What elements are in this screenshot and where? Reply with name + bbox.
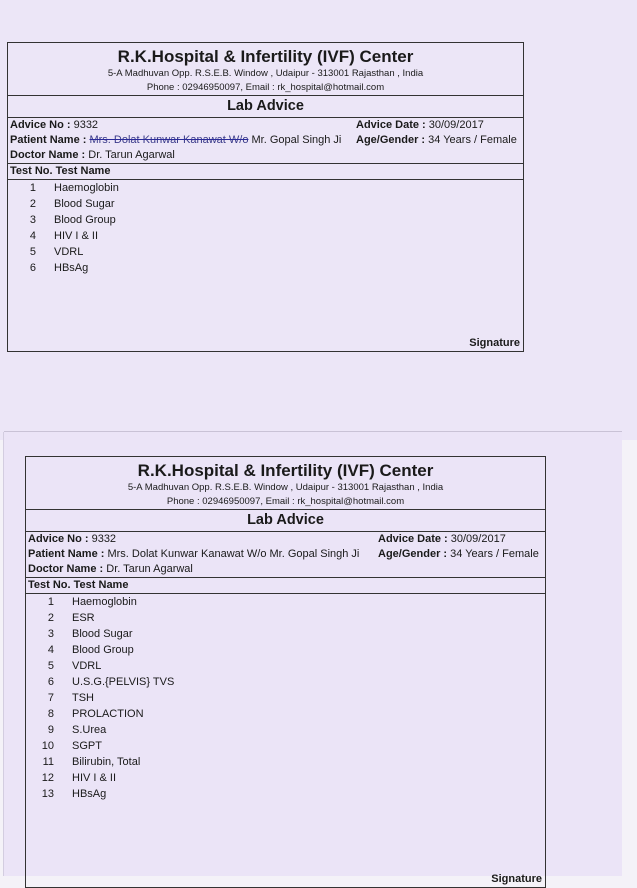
test-name: HBsAg — [54, 262, 89, 274]
age-gender-group — [378, 547, 539, 562]
lab-advice-slip-2 — [4, 432, 622, 885]
patient-row — [8, 133, 523, 148]
list-item — [8, 180, 523, 196]
test-no: 7 — [47, 692, 54, 704]
col-test-name: Test Name — [55, 165, 111, 177]
test-name: Haemoglobin — [72, 596, 137, 608]
signature-label: Signature — [491, 873, 542, 885]
test-no: 8 — [47, 708, 54, 720]
test-no: 6 — [29, 262, 36, 274]
test-no: 3 — [47, 628, 54, 640]
letterhead — [26, 457, 545, 510]
patient-label: Patient Name : — [10, 134, 87, 146]
list-item — [8, 212, 523, 228]
test-name: ESR — [72, 612, 95, 624]
patient-name: Mr. Gopal Singh Ji — [251, 134, 342, 146]
test-no: 13 — [41, 788, 54, 800]
advice-no: 9332 — [91, 533, 117, 545]
list-item — [8, 260, 523, 276]
advice-date-label: Advice Date : — [356, 119, 426, 131]
age-gender-label: Age/Gender : — [356, 134, 426, 146]
col-test-no: Test No. — [10, 165, 53, 177]
doctor-row — [26, 562, 545, 577]
list-item — [26, 690, 545, 706]
advice-date: 30/09/2017 — [450, 533, 506, 545]
list-item — [26, 658, 545, 674]
doctor-label: Doctor Name : — [28, 563, 104, 575]
hospital-name: R.K.Hospital & Infertility (IVF) Center — [137, 461, 434, 480]
list-item — [26, 674, 545, 690]
list-item — [26, 706, 545, 722]
test-list — [8, 180, 523, 276]
test-name: HIV I & II — [54, 230, 99, 242]
age-gender: 34 Years / Female — [450, 548, 539, 560]
slip-frame — [7, 42, 524, 352]
test-no: 9 — [47, 724, 54, 736]
slip-frame — [25, 456, 546, 888]
test-name: Blood Group — [54, 214, 116, 226]
advice-date-group — [356, 118, 484, 133]
patient-name-struck: Mrs. Dolat Kunwar Kanawat W/o — [89, 134, 249, 146]
advice-no-label: Advice No : — [10, 119, 71, 131]
age-gender: 34 Years / Female — [428, 134, 517, 146]
patient-row — [26, 547, 545, 562]
document-title: Lab Advice — [8, 96, 523, 118]
test-name: S.Urea — [72, 724, 107, 736]
test-name: Blood Sugar — [54, 198, 115, 210]
test-name: U.S.G.{PELVIS} TVS — [72, 676, 175, 688]
advice-date-group — [378, 532, 506, 547]
list-item — [26, 770, 545, 786]
advice-date: 30/09/2017 — [428, 119, 484, 131]
list-item — [8, 244, 523, 260]
age-gender-label: Age/Gender : — [378, 548, 448, 560]
test-name: HBsAg — [72, 788, 107, 800]
list-item — [26, 626, 545, 642]
list-item — [26, 722, 545, 738]
advice-row — [26, 532, 545, 547]
document-title: Lab Advice — [26, 510, 545, 532]
advice-no-label: Advice No : — [28, 533, 89, 545]
doctor-name: Dr. Tarun Agarwal — [106, 563, 193, 575]
test-name: PROLACTION — [72, 708, 144, 720]
age-gender-group — [356, 133, 517, 148]
test-no: 4 — [47, 644, 54, 656]
test-name: SGPT — [72, 740, 102, 752]
test-no: 4 — [29, 230, 36, 242]
doctor-label: Doctor Name : — [10, 149, 86, 161]
test-no: 10 — [41, 740, 54, 752]
doctor-row — [8, 148, 523, 163]
patient-name: Mrs. Dolat Kunwar Kanawat W/o Mr. Gopal Singh Ji — [107, 548, 360, 560]
test-no: 3 — [29, 214, 36, 226]
col-test-name: Test Name — [73, 579, 129, 591]
test-no: 2 — [47, 612, 54, 624]
test-no: 6 — [47, 676, 54, 688]
test-name: Bilirubin, Total — [72, 756, 141, 768]
tests-header — [26, 577, 545, 594]
list-item — [26, 594, 545, 610]
test-name: Blood Sugar — [72, 628, 133, 640]
letterhead — [8, 43, 523, 96]
signature-label: Signature — [469, 337, 520, 349]
patient-label: Patient Name : — [28, 548, 105, 560]
test-no: 1 — [29, 182, 36, 194]
test-no: 11 — [42, 756, 54, 768]
test-no: 5 — [47, 660, 54, 672]
col-test-no: Test No. — [28, 579, 71, 591]
lab-advice-slip-1 — [0, 0, 637, 440]
test-name: HIV I & II — [72, 772, 117, 784]
tests-header — [8, 163, 523, 180]
hospital-address: 5-A Madhuvan Opp. R.S.E.B. Window , Udaipur - 313001 Rajasthan , India — [107, 68, 424, 79]
test-no: 12 — [41, 772, 54, 784]
test-list — [26, 594, 545, 802]
test-name: VDRL — [72, 660, 102, 672]
test-no: 1 — [47, 596, 54, 608]
list-item — [26, 786, 545, 802]
doctor-name: Dr. Tarun Agarwal — [88, 149, 175, 161]
test-no: 2 — [29, 198, 36, 210]
hospital-name: R.K.Hospital & Infertility (IVF) Center — [117, 47, 414, 66]
hospital-contact: Phone : 02946950097, Email : rk_hospital@hotmail.com — [146, 82, 385, 93]
list-item — [26, 610, 545, 626]
list-item — [26, 642, 545, 658]
advice-row — [8, 118, 523, 133]
list-item — [8, 228, 523, 244]
list-item — [26, 738, 545, 754]
test-no: 5 — [29, 246, 36, 258]
advice-date-label: Advice Date : — [378, 533, 448, 545]
test-name: VDRL — [54, 246, 84, 258]
advice-no: 9332 — [73, 119, 99, 131]
test-name: TSH — [72, 692, 94, 704]
list-item — [8, 196, 523, 212]
hospital-address: 5-A Madhuvan Opp. R.S.E.B. Window , Udaipur - 313001 Rajasthan , India — [127, 482, 444, 493]
test-name: Blood Group — [72, 644, 134, 656]
hospital-contact: Phone : 02946950097, Email : rk_hospital@hotmail.com — [166, 496, 405, 507]
test-name: Haemoglobin — [54, 182, 119, 194]
list-item — [26, 754, 545, 770]
